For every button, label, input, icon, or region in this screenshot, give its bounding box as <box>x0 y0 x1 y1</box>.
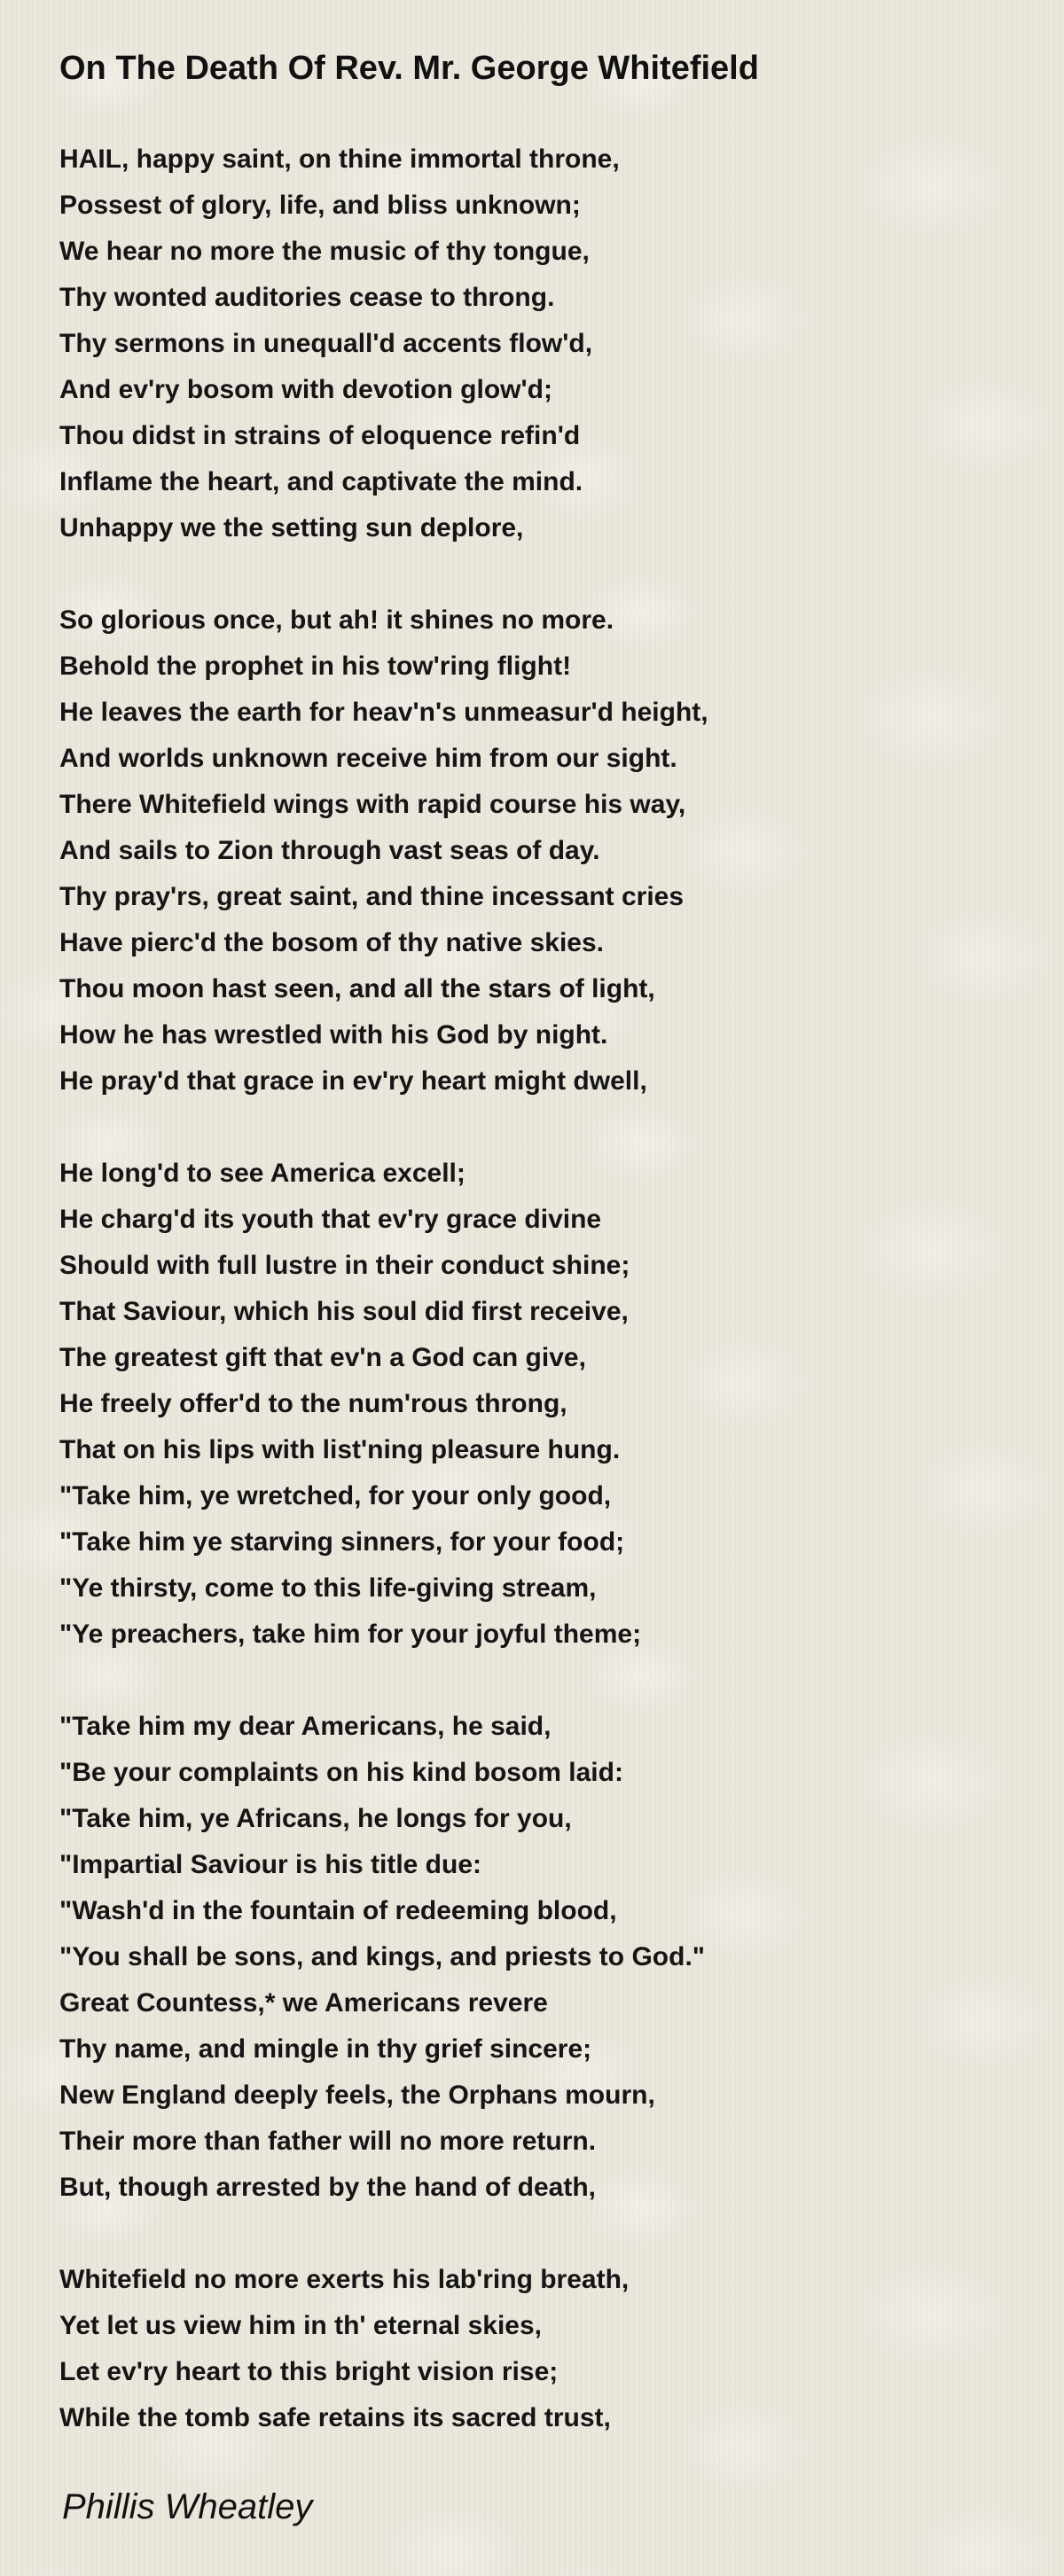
poem-line: And sails to Zion through vast seas of day. <box>59 836 600 865</box>
poem-line: He long'd to see America excell; <box>59 1159 466 1188</box>
poem-stanza <box>59 137 1035 551</box>
poem-line: "Wash'd in the fountain of redeeming blood, <box>59 1896 617 1925</box>
poem-page <box>59 0 1035 2441</box>
poem-line: Have pierc'd the bosom of thy native skies. <box>59 928 604 957</box>
poem-line: Let ev'ry heart to this bright vision rise; <box>59 2357 559 2386</box>
poem-line: "Take him my dear Americans, he said, <box>59 1712 552 1741</box>
poem-line: Possest of glory, life, and bliss unknown; <box>59 191 581 220</box>
poem-line: "Take him ye starving sinners, for your food; <box>59 1527 625 1557</box>
poem-line: Inflame the heart, and captivate the mind. <box>59 467 583 496</box>
poem-line: But, though arrested by the hand of death, <box>59 2173 597 2202</box>
poem-line: And ev'ry bosom with devotion glow'd; <box>59 375 552 404</box>
poem-line: The greatest gift that ev'n a God can give, <box>59 1343 586 1372</box>
poem-line: Thy pray'rs, great saint, and thine incessant cries <box>59 882 685 911</box>
poem-line: "You shall be sons, and kings, and priests to God." <box>59 1942 705 1971</box>
poem-line: Thou moon hast seen, and all the stars of light, <box>59 974 655 1003</box>
poem-line: Thou didst in strains of eloquence refin'd <box>59 421 581 450</box>
poem-line: How he has wrestled with his God by night. <box>59 1020 608 1050</box>
poem-line: Thy sermons in unequall'd accents flow'd, <box>59 329 593 358</box>
poem-line: He pray'd that grace in ev'ry heart might dwell, <box>59 1066 647 1096</box>
poem-stanza <box>59 2257 1035 2441</box>
poem-line: So glorious once, but ah! it shines no more. <box>59 605 614 635</box>
poem-line: We hear no more the music of thy tongue, <box>59 237 590 266</box>
poem-line: That on his lips with list'ning pleasure hung. <box>59 1435 621 1464</box>
poem-stanza <box>59 1704 1035 2211</box>
poem-line: Their more than father will no more return. <box>59 2127 597 2156</box>
poem-line: Thy wonted auditories cease to throng. <box>59 283 555 312</box>
poem-line: HAIL, happy saint, on thine immortal throne, <box>59 144 620 174</box>
poem-line: He freely offer'd to the num'rous throng, <box>59 1389 567 1418</box>
poem-title: On The Death Of Rev. Mr. George Whitefield <box>59 50 759 87</box>
poem-line: "Impartial Saviour is his title due: <box>59 1850 482 1879</box>
poem-line: Behold the prophet in his tow'ring flight! <box>59 652 572 681</box>
poem-line: Yet let us view him in th' eternal skies, <box>59 2311 542 2340</box>
poem-body <box>59 137 1035 2441</box>
poem-line: Great Countess,* we Americans revere <box>59 1988 548 2018</box>
poem-line: While the tomb safe retains its sacred trust, <box>59 2403 611 2432</box>
poem-line: Should with full lustre in their conduct shine; <box>59 1251 630 1280</box>
poem-line: Unhappy we the setting sun deplore, <box>59 513 524 543</box>
poem-stanza <box>59 597 1035 1105</box>
poem-line: "Ye thirsty, come to this life-giving stream, <box>59 1573 597 1603</box>
poem-line: That Saviour, which his soul did first receive, <box>59 1297 629 1326</box>
poem-line: And worlds unknown receive him from our sight. <box>59 744 677 773</box>
poem-line: "Be your complaints on his kind bosom laid: <box>59 1758 623 1787</box>
poem-author: Phillis Wheatley <box>62 2487 313 2526</box>
poem-line: There Whitefield wings with rapid course his way, <box>59 790 686 819</box>
poem-line: "Take him, ye Africans, he longs for you, <box>59 1804 572 1833</box>
poem-stanza <box>59 1151 1035 1658</box>
poem-line: "Take him, ye wretched, for your only good, <box>59 1481 612 1510</box>
poem-line: New England deeply feels, the Orphans mourn, <box>59 2080 655 2110</box>
poem-line: He leaves the earth for heav'n's unmeasur'd height, <box>59 698 708 727</box>
poem-line: Thy name, and mingle in thy grief sincere; <box>59 2034 592 2064</box>
poem-line: Whitefield no more exerts his lab'ring breath, <box>59 2265 630 2294</box>
poem-line: He charg'd its youth that ev'ry grace divine <box>59 1205 602 1234</box>
poem-line: "Ye preachers, take him for your joyful theme; <box>59 1620 642 1649</box>
